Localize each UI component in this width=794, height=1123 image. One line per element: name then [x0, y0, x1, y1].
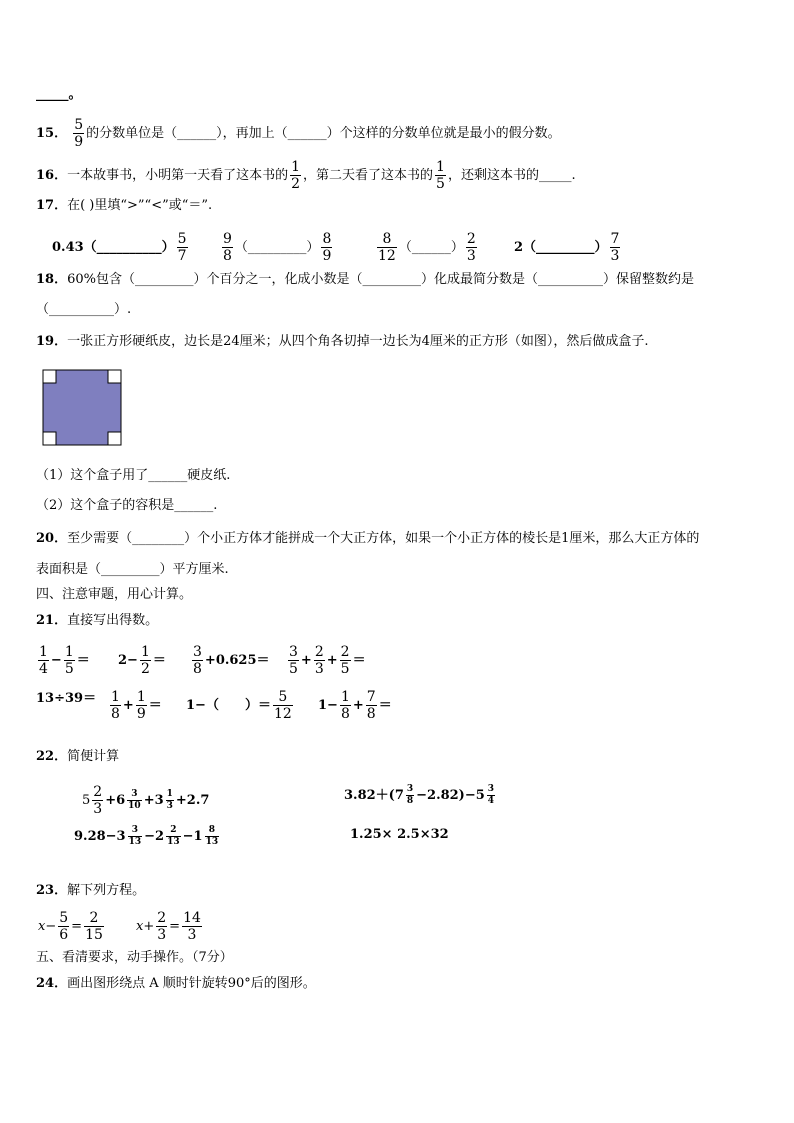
q21-r2c-frac [273, 690, 293, 721]
q22-e1-p3: +2.7 [175, 793, 210, 808]
q22-e2-frac1 [406, 785, 414, 806]
q22-title: 简便计算 [67, 749, 120, 764]
q21-r1b-d: 2 [140, 661, 150, 677]
q21-row-2-a [36, 690, 96, 708]
q23-e2-d2: 3 [187, 927, 197, 943]
q17-i1-den: 7 [177, 248, 187, 264]
q23-eq-1 [38, 911, 106, 942]
q17-item-2-fraction-a [222, 232, 233, 263]
q17-item-3-blank: （______） [398, 240, 464, 255]
q22-e1-frac3 [166, 790, 174, 811]
q16-f1-num: 1 [291, 159, 301, 175]
q16-f1-den: 2 [291, 176, 301, 192]
q17-item-3 [375, 232, 479, 263]
q21-number: 21． [36, 613, 68, 628]
q22-e2-b: −2.82)−5 [416, 788, 485, 803]
question-21 [36, 612, 158, 630]
q22-e1-p1: +6 [105, 793, 126, 808]
q21-row-2-b [108, 690, 162, 721]
q21-r2b-eq: ＝ [148, 698, 162, 713]
q17-i2-den1: 8 [223, 248, 232, 264]
q21-r1d-eq: ＝ [352, 653, 366, 668]
q22-e3-n3: 8 [205, 826, 220, 837]
q21-r1d-frac1 [288, 645, 299, 676]
corner-cut-top-right [108, 370, 121, 383]
q21-r1d-n3: 2 [340, 644, 350, 660]
q21-r2b-op: + [122, 698, 134, 713]
q18-text-1: 60%包含（_________）个百分之一，化成小数是（_________）化成最简分数是（__________）保留整数约是 [67, 272, 694, 287]
q23-e1-frac2 [84, 911, 104, 942]
question-17 [36, 197, 212, 215]
q23-e1-d1: 6 [59, 927, 69, 943]
q23-number: 23． [36, 883, 68, 898]
question-18-cont [36, 301, 131, 319]
q21-r2b-d2: 9 [136, 706, 146, 722]
q17-item-4-fraction [610, 232, 621, 263]
q23-e1-frac1 [58, 911, 69, 942]
q15-fraction [73, 118, 84, 149]
q23-title: 解下列方程。 [67, 883, 146, 898]
top-blank: _____ [36, 87, 69, 102]
q22-e2-a: 3.82＋(7 [344, 788, 404, 803]
q20-number: 20． [36, 531, 68, 546]
q21-r1d-frac3 [340, 645, 351, 676]
q21-r1a-eq: ＝ [76, 653, 90, 668]
q21-r1b-pre: 2− [118, 653, 138, 668]
q21-r1d-d1: 5 [289, 661, 298, 677]
q21-r2a-text: 13÷39＝ [36, 691, 97, 706]
section-5-heading [36, 949, 233, 967]
q21-r1d-op2: + [326, 653, 338, 668]
q21-r1a-d1: 4 [39, 661, 48, 677]
question-23 [36, 882, 145, 900]
question-19 [36, 333, 649, 351]
q21-row-2-c [186, 690, 295, 721]
q22-expr-2 [344, 785, 497, 806]
q21-r1c-post: +0.625＝ [204, 653, 270, 668]
q16-fraction-1 [290, 160, 301, 191]
q22-e1-n2: 3 [127, 790, 142, 801]
q24-number: 24． [36, 976, 68, 991]
q21-r1d-n2: 2 [314, 644, 324, 660]
corner-cut-top-left [43, 370, 56, 383]
q17-i3-num2: 2 [466, 231, 476, 247]
q21-r1c-frac [192, 645, 203, 676]
question-18 [36, 271, 694, 289]
q17-number: 17． [36, 198, 68, 213]
q23-e2-op: + [143, 919, 155, 934]
q23-e1-d2: 15 [85, 927, 103, 943]
q22-e2-n1: 3 [406, 784, 414, 794]
q18-text-2: （__________）. [36, 302, 132, 317]
q19-sub-1 [36, 467, 230, 485]
question-22 [36, 748, 119, 766]
q21-r1a-n1: 1 [39, 644, 48, 660]
q17-text: 在( )里填“>”“<”或“＝”. [67, 198, 213, 213]
q17-item-2-fraction-b [321, 232, 332, 263]
q21-r2c-pre: 1−（ ）＝ [186, 698, 271, 713]
q17-item-3-fraction-a [377, 232, 397, 263]
q21-r1d-d2: 3 [314, 661, 324, 677]
q23-e1-x: x [38, 919, 46, 934]
question-16 [36, 160, 576, 191]
q22-e1-d1: 3 [93, 801, 103, 817]
q19-sub-2 [36, 497, 217, 515]
q23-eq-2 [136, 911, 204, 942]
q19-number: 19． [36, 334, 68, 349]
q15-fraction-num: 5 [74, 117, 84, 133]
q17-i3-num1: 8 [377, 232, 397, 248]
q21-r2b-d1: 8 [111, 706, 120, 722]
q19-sub-1-text: （1）这个盒子用了______硬皮纸. [36, 468, 231, 483]
q22-e1-n1: 2 [93, 784, 103, 800]
q16-fraction-2 [435, 160, 446, 191]
q21-r2b-n1: 1 [111, 689, 120, 705]
q22-number: 22． [36, 749, 68, 764]
q21-r2d-frac2 [366, 690, 377, 721]
section-5-text: 五、看清要求，动手操作。（7分） [36, 950, 233, 965]
q21-row-1-a [36, 645, 90, 676]
q22-expr-4 [350, 826, 449, 844]
q23-e2-d1: 3 [157, 927, 167, 943]
q21-r2b-frac2 [136, 690, 147, 721]
q20-text-1: 至少需要（________）个小正方体才能拼成一个大正方体，如果一个小正方体的棱长是1厘米，那么大正方体的 [67, 531, 700, 546]
q22-e1-d2: 10 [128, 801, 141, 811]
corner-cut-bottom-right [108, 432, 121, 445]
q21-row-1-d [286, 645, 366, 676]
q19-text: 一张正方形硬纸皮，边长是24厘米；从四个角各切掉一边长为4厘米的正方形（如图），然后做成盒子. [67, 334, 649, 349]
q19-sub-2-text: （2）这个盒子的容积是______. [36, 498, 218, 513]
q20-text-2: 表面积是（_________）平方厘米. [36, 562, 229, 577]
q21-r1b-frac [140, 645, 151, 676]
q21-r2c-d: 12 [273, 706, 292, 722]
q21-r2c-n: 5 [273, 690, 293, 706]
q15-number: 15． [36, 126, 68, 141]
q23-e2-n2: 14 [183, 910, 201, 926]
q21-r1b-eq: ＝ [152, 653, 166, 668]
q21-r1d-n1: 3 [289, 644, 298, 660]
q22-e2-d1: 8 [406, 796, 414, 806]
q15-fraction-den: 9 [74, 134, 84, 150]
q22-e3-d1: 13 [128, 837, 142, 847]
q16-number: 16． [36, 168, 68, 183]
q21-r1b-n: 1 [140, 644, 150, 660]
q21-r1a-n2: 1 [64, 644, 74, 660]
q22-expr-3 [74, 826, 221, 847]
q21-row-1-c [190, 645, 270, 676]
q16-f2-den: 5 [436, 176, 445, 192]
q17-i3-den1: 12 [378, 248, 396, 264]
q21-r1a-op: − [50, 653, 62, 668]
q17-i3-den2: 3 [466, 248, 476, 264]
q23-e1-n2: 2 [84, 911, 104, 927]
q17-item-4-text: 2（_________） [514, 240, 608, 255]
q21-r1a-d2: 5 [64, 661, 74, 677]
q23-e1-n1: 5 [59, 910, 69, 926]
q21-r1c-d: 8 [193, 661, 202, 677]
q22-e1-w1: 5 [82, 793, 91, 808]
q22-e3-c: −1 [182, 829, 203, 844]
q17-item-1 [52, 232, 190, 263]
q21-r2d-op: + [352, 698, 364, 713]
q21-r2d-frac1 [340, 690, 351, 721]
q16-text-2: ，第二天看了这本书的 [303, 168, 434, 183]
q22-e1-d3: 3 [166, 801, 173, 811]
q17-item-2-blank: （_________） [234, 240, 320, 255]
q17-i4-den: 3 [610, 248, 620, 264]
q22-e3-d3: 13 [205, 837, 219, 847]
q17-i1-num: 5 [177, 231, 187, 247]
question-20-cont [36, 561, 229, 579]
q21-r2d-n1: 1 [340, 689, 350, 705]
q15-text: 的分数单位是（______），再加上（______）个这样的分数单位就是最小的假分数。 [86, 126, 561, 141]
q17-item-2 [220, 232, 334, 263]
question-24 [36, 975, 316, 993]
q22-e1-p2: +3 [143, 793, 164, 808]
q23-e2-eq: = [169, 919, 181, 934]
q22-e4-text: 1.25× 2.5×32 [350, 827, 449, 842]
q17-i2-den2: 9 [322, 248, 332, 264]
q22-e2-frac2 [487, 785, 495, 806]
q23-e1-op: − [45, 919, 57, 934]
q21-r2b-n2: 1 [136, 689, 146, 705]
question-15 [36, 118, 561, 149]
q22-e3-a: 9.28−3 [74, 829, 126, 844]
q22-e3-n2: 2 [166, 826, 181, 837]
q22-expr-1 [82, 785, 209, 816]
q21-row-2-d [318, 690, 392, 721]
q16-text-3: ，还剩这本书的_____. [447, 168, 576, 183]
q23-e2-n1: 2 [157, 910, 167, 926]
q17-item-1-text: 0.43（__________） [52, 240, 175, 255]
q17-item-1-fraction [177, 232, 188, 263]
q22-e1-n3: 1 [166, 789, 173, 799]
q22-e1-frac2 [127, 790, 142, 811]
q22-e3-frac3 [205, 826, 220, 847]
q23-e2-x: x [136, 919, 144, 934]
q21-r1a-frac1 [38, 645, 49, 676]
q23-e1-eq: = [71, 919, 83, 934]
q22-e2-d2: 4 [487, 796, 495, 806]
q17-i2-num2: 8 [322, 231, 332, 247]
q22-e3-frac2 [166, 826, 181, 847]
section-4-heading [36, 586, 192, 604]
q22-e1-frac1 [92, 785, 103, 816]
q21-r2d-d1: 8 [340, 706, 350, 722]
q23-e2-frac1 [156, 911, 167, 942]
q21-r2d-n2: 7 [366, 689, 376, 705]
q24-text: 画出图形绕点 A 顺时针旋转90°后的图形。 [67, 976, 316, 991]
q22-e3-frac1 [128, 826, 143, 847]
q21-r2d-pre: 1− [318, 698, 338, 713]
q23-e2-frac2 [182, 911, 202, 942]
q21-r2d-d2: 8 [366, 706, 376, 722]
q16-f2-num: 1 [436, 159, 445, 175]
q21-row-1-b [118, 645, 166, 676]
corner-cut-bottom-left [43, 432, 56, 445]
q21-r1d-frac2 [314, 645, 325, 676]
top-blank-line [36, 86, 82, 104]
q18-number: 18． [36, 272, 68, 287]
q21-r1d-d3: 5 [340, 661, 350, 677]
q21-title: 直接写出得数。 [67, 613, 159, 628]
q16-text-1: 一本故事书，小明第一天看了这本书的 [67, 168, 289, 183]
q21-r1d-op1: + [300, 653, 312, 668]
q17-item-4 [514, 232, 622, 263]
q17-i2-num1: 9 [223, 231, 232, 247]
q17-i4-num: 7 [610, 231, 620, 247]
q22-e3-n1: 3 [128, 826, 143, 837]
section-4-text: 四、注意审题，用心计算。 [36, 587, 193, 602]
q22-e3-d2: 13 [167, 837, 180, 847]
q21-r1c-n: 3 [193, 644, 202, 660]
q21-r2d-eq: ＝ [378, 698, 392, 713]
top-end: 。 [68, 87, 82, 102]
question-20 [36, 530, 699, 548]
q21-r1a-frac2 [64, 645, 75, 676]
q22-e2-n2: 3 [487, 784, 495, 794]
q21-r2b-frac1 [110, 690, 121, 721]
q22-e3-b: −2 [144, 829, 165, 844]
cut-corner-square-figure [42, 369, 122, 446]
q17-item-3-fraction-b [466, 232, 477, 263]
